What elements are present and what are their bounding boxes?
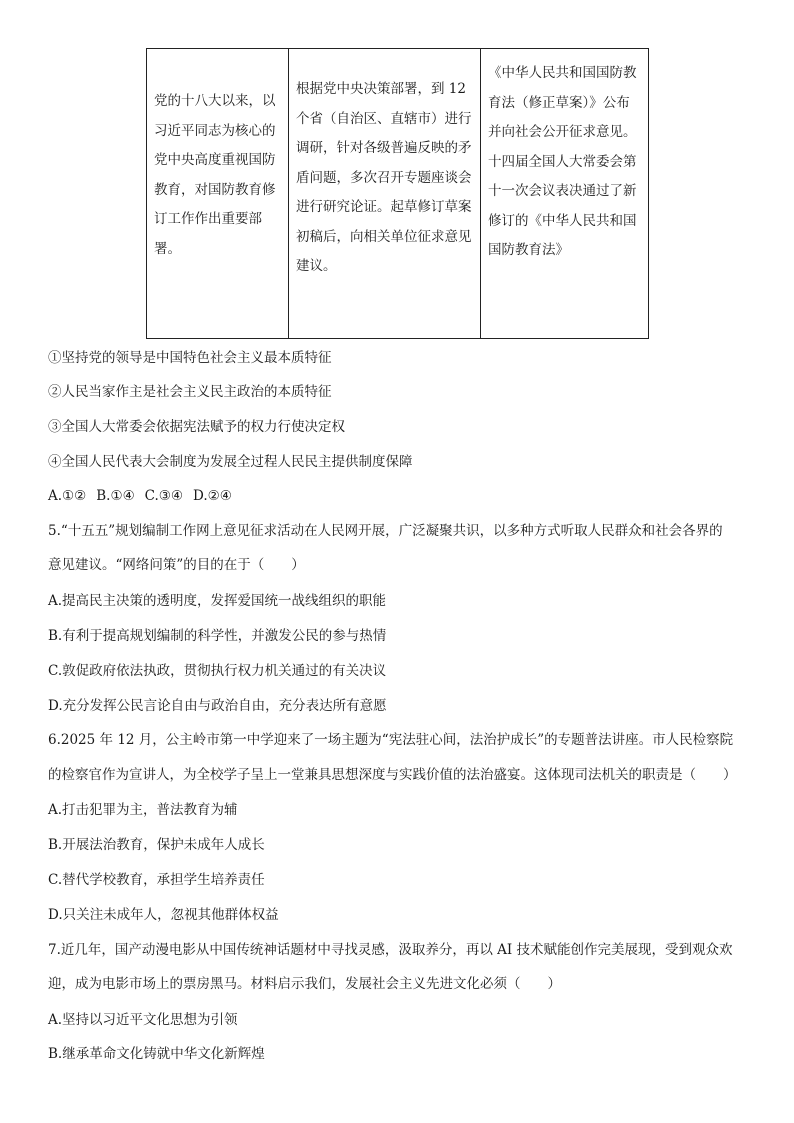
q6-option-c[interactable]: C.替代学校教育，承担学生培养责任 xyxy=(48,872,265,888)
q7-option-a[interactable]: A.坚持以习近平文化思想为引领 xyxy=(48,1012,238,1028)
q6-option-d[interactable]: D.只关注未成年人，忽视其他群体权益 xyxy=(48,907,279,923)
q6-stem: 的检察官作为宣讲人，为全校学子呈上一堂兼具思想深度与实践价值的法治盛宴。这体现司法机关的职责是（ ） xyxy=(48,767,737,783)
q6-option-b[interactable]: B.开展法治教育，保护未成年人成长 xyxy=(48,837,265,853)
q5-option-b[interactable]: B.有利于提高规划编制的科学性，并激发公民的参与热情 xyxy=(48,628,387,644)
table-cell-result xyxy=(481,49,649,339)
material-table xyxy=(146,48,649,339)
table-cell-background xyxy=(147,49,289,339)
table-cell-text: 《中华人民共和国国防教育法（修正草案）》公布并向社会公开征求意见。 xyxy=(488,65,637,140)
q7-stem: 7.近几年，国产动漫电影从中国传统神话题材中寻找灵感，汲取养分，再以 AI 技术赋能创作完美展现，受到观众欢 xyxy=(48,942,733,958)
q4-option-d[interactable]: D.②④ xyxy=(193,488,232,504)
material-table-row xyxy=(147,49,649,339)
table-cell-text: 十四届全国人大常委会第十一次会议表决通过了新修订的《中华人民共和国国防教育法》 xyxy=(488,153,637,258)
q5-stem: 意见建议。“网络问策”的目的在于（ ） xyxy=(48,557,305,573)
q4-option-c[interactable]: C.③④ xyxy=(144,488,184,504)
q4-option-b[interactable]: B.①④ xyxy=(96,488,135,504)
q4-options xyxy=(48,486,242,506)
table-cell-process xyxy=(289,49,481,339)
q6-stem: 6.2025 年 12 月，公主岭市第一中学迎来了一场主题为“宪法驻心间，法治护成长”的专题普法讲座。市人民检察院 xyxy=(48,732,734,748)
q7-option-b[interactable]: B.继承革命文化铸就中华文化新辉煌 xyxy=(48,1046,265,1062)
table-cell-text: 党的十八大以来，以习近平同志为核心的党中央高度重视国防教育，对国防教育修订工作作出重要部署。 xyxy=(154,93,276,257)
q4-statement: ①坚持党的领导是中国特色社会主义最本质特征 xyxy=(48,350,332,366)
q4-statement: ②人民当家作主是社会主义民主政治的本质特征 xyxy=(48,384,332,400)
q4-statement: ④全国人民代表大会制度为发展全过程人民民主提供制度保障 xyxy=(48,454,413,470)
table-cell-text: 根据党中央决策部署，到 12 个省（自治区、直辖市）进行调研，针对各级普遍反映的矛盾问题，多次召开专题座谈会进行研究论证。起草修订草案初稿后，向相关单位征求意见建议。 xyxy=(296,81,472,274)
q5-option-a[interactable]: A.提高民主决策的透明度，发挥爱国统一战线组织的职能 xyxy=(48,593,387,609)
q7-stem: 迎，成为电影市场上的票房黑马。材料启示我们，发展社会主义先进文化必须（ ） xyxy=(48,976,561,992)
q4-option-a[interactable]: A.①② xyxy=(48,488,87,504)
q5-stem: 5.“十五五”规划编制工作网上意见征求活动在人民网开展，广泛凝聚共识，以多种方式听取人民群众和社会各界的 xyxy=(48,523,723,539)
q6-option-a[interactable]: A.打击犯罪为主，普法教育为辅 xyxy=(48,802,238,818)
q4-statement: ③全国人大常委会依据宪法赋予的权力行使决定权 xyxy=(48,419,345,435)
q5-option-c[interactable]: C.敦促政府依法执政，贯彻执行权力机关通过的有关决议 xyxy=(48,663,387,679)
q5-option-d[interactable]: D.充分发挥公民言论自由与政治自由，充分表达所有意愿 xyxy=(48,698,387,714)
